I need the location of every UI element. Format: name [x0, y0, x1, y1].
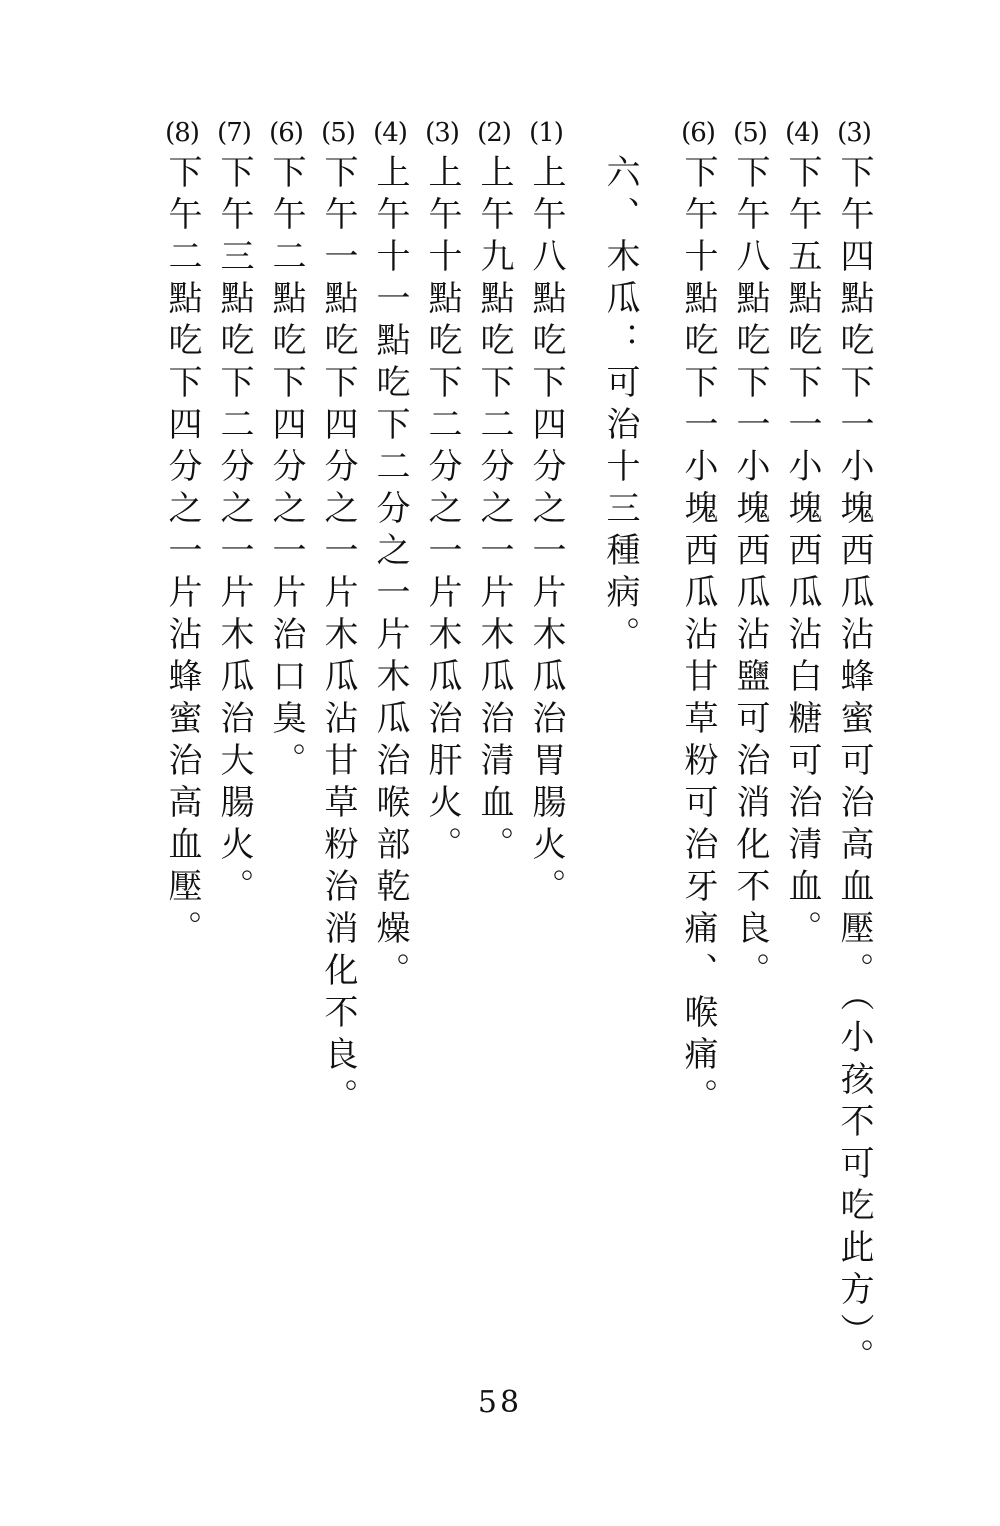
page-number: 58 [477, 1385, 523, 1420]
section-heading [595, 118, 645, 658]
lower-item-3 [417, 118, 467, 868]
item-number: (1) [529, 118, 563, 148]
lower-item-5 [313, 118, 363, 1120]
item-text: 上午八點吃下四分之一片木瓜治胃腸火。 [526, 154, 566, 910]
lower-item-8 [157, 118, 207, 952]
item-number: (4) [373, 118, 407, 148]
item-number: (5) [321, 118, 355, 148]
lower-item-1 [521, 118, 571, 910]
item-number: (3) [425, 118, 459, 148]
lower-item-6 [261, 118, 311, 784]
item-text: 下午二點吃下四分之一片治口臭。 [266, 154, 306, 784]
upper-item-4 [777, 118, 827, 952]
item-text: 下午四點吃下一小塊西瓜沾蜂蜜可治高血壓。（小孩不可吃此方）。 [834, 154, 874, 1380]
section-heading-text: 六、木瓜：可治十三種病。 [600, 154, 640, 658]
item-number: (6) [269, 118, 303, 148]
upper-item-3 [829, 118, 879, 1380]
item-text: 上午九點吃下二分之一片木瓜治清血。 [474, 154, 514, 868]
item-number: (8) [165, 118, 199, 148]
item-text: 上午十一點吃下二分之一片木瓜治喉部乾燥。 [370, 154, 410, 994]
item-number: (4) [785, 118, 819, 148]
item-text: 下午八點吃下一小塊西瓜沾鹽可治消化不良。 [730, 154, 770, 994]
item-number: (2) [477, 118, 511, 148]
item-text: 下午五點吃下一小塊西瓜沾白糖可治清血。 [782, 154, 822, 952]
item-number: (3) [837, 118, 871, 148]
upper-item-6 [673, 118, 723, 1120]
lower-item-7 [209, 118, 259, 910]
item-number: (5) [733, 118, 767, 148]
item-text: 下午三點吃下二分之一片木瓜治大腸火。 [214, 154, 254, 910]
item-number: (7) [217, 118, 251, 148]
item-text: 下午十點吃下一小塊西瓜沾甘草粉可治牙痛、喉痛。 [678, 154, 718, 1120]
item-number: (6) [681, 118, 715, 148]
lower-item-2 [469, 118, 519, 868]
lower-item-4 [365, 118, 415, 994]
item-text: 下午二點吃下四分之一片沾蜂蜜治高血壓。 [162, 154, 202, 952]
item-text: 上午十點吃下二分之一片木瓜治肝火。 [422, 154, 462, 868]
upper-item-5 [725, 118, 775, 994]
item-text: 下午一點吃下四分之一片木瓜沾甘草粉治消化不良。 [318, 154, 358, 1120]
